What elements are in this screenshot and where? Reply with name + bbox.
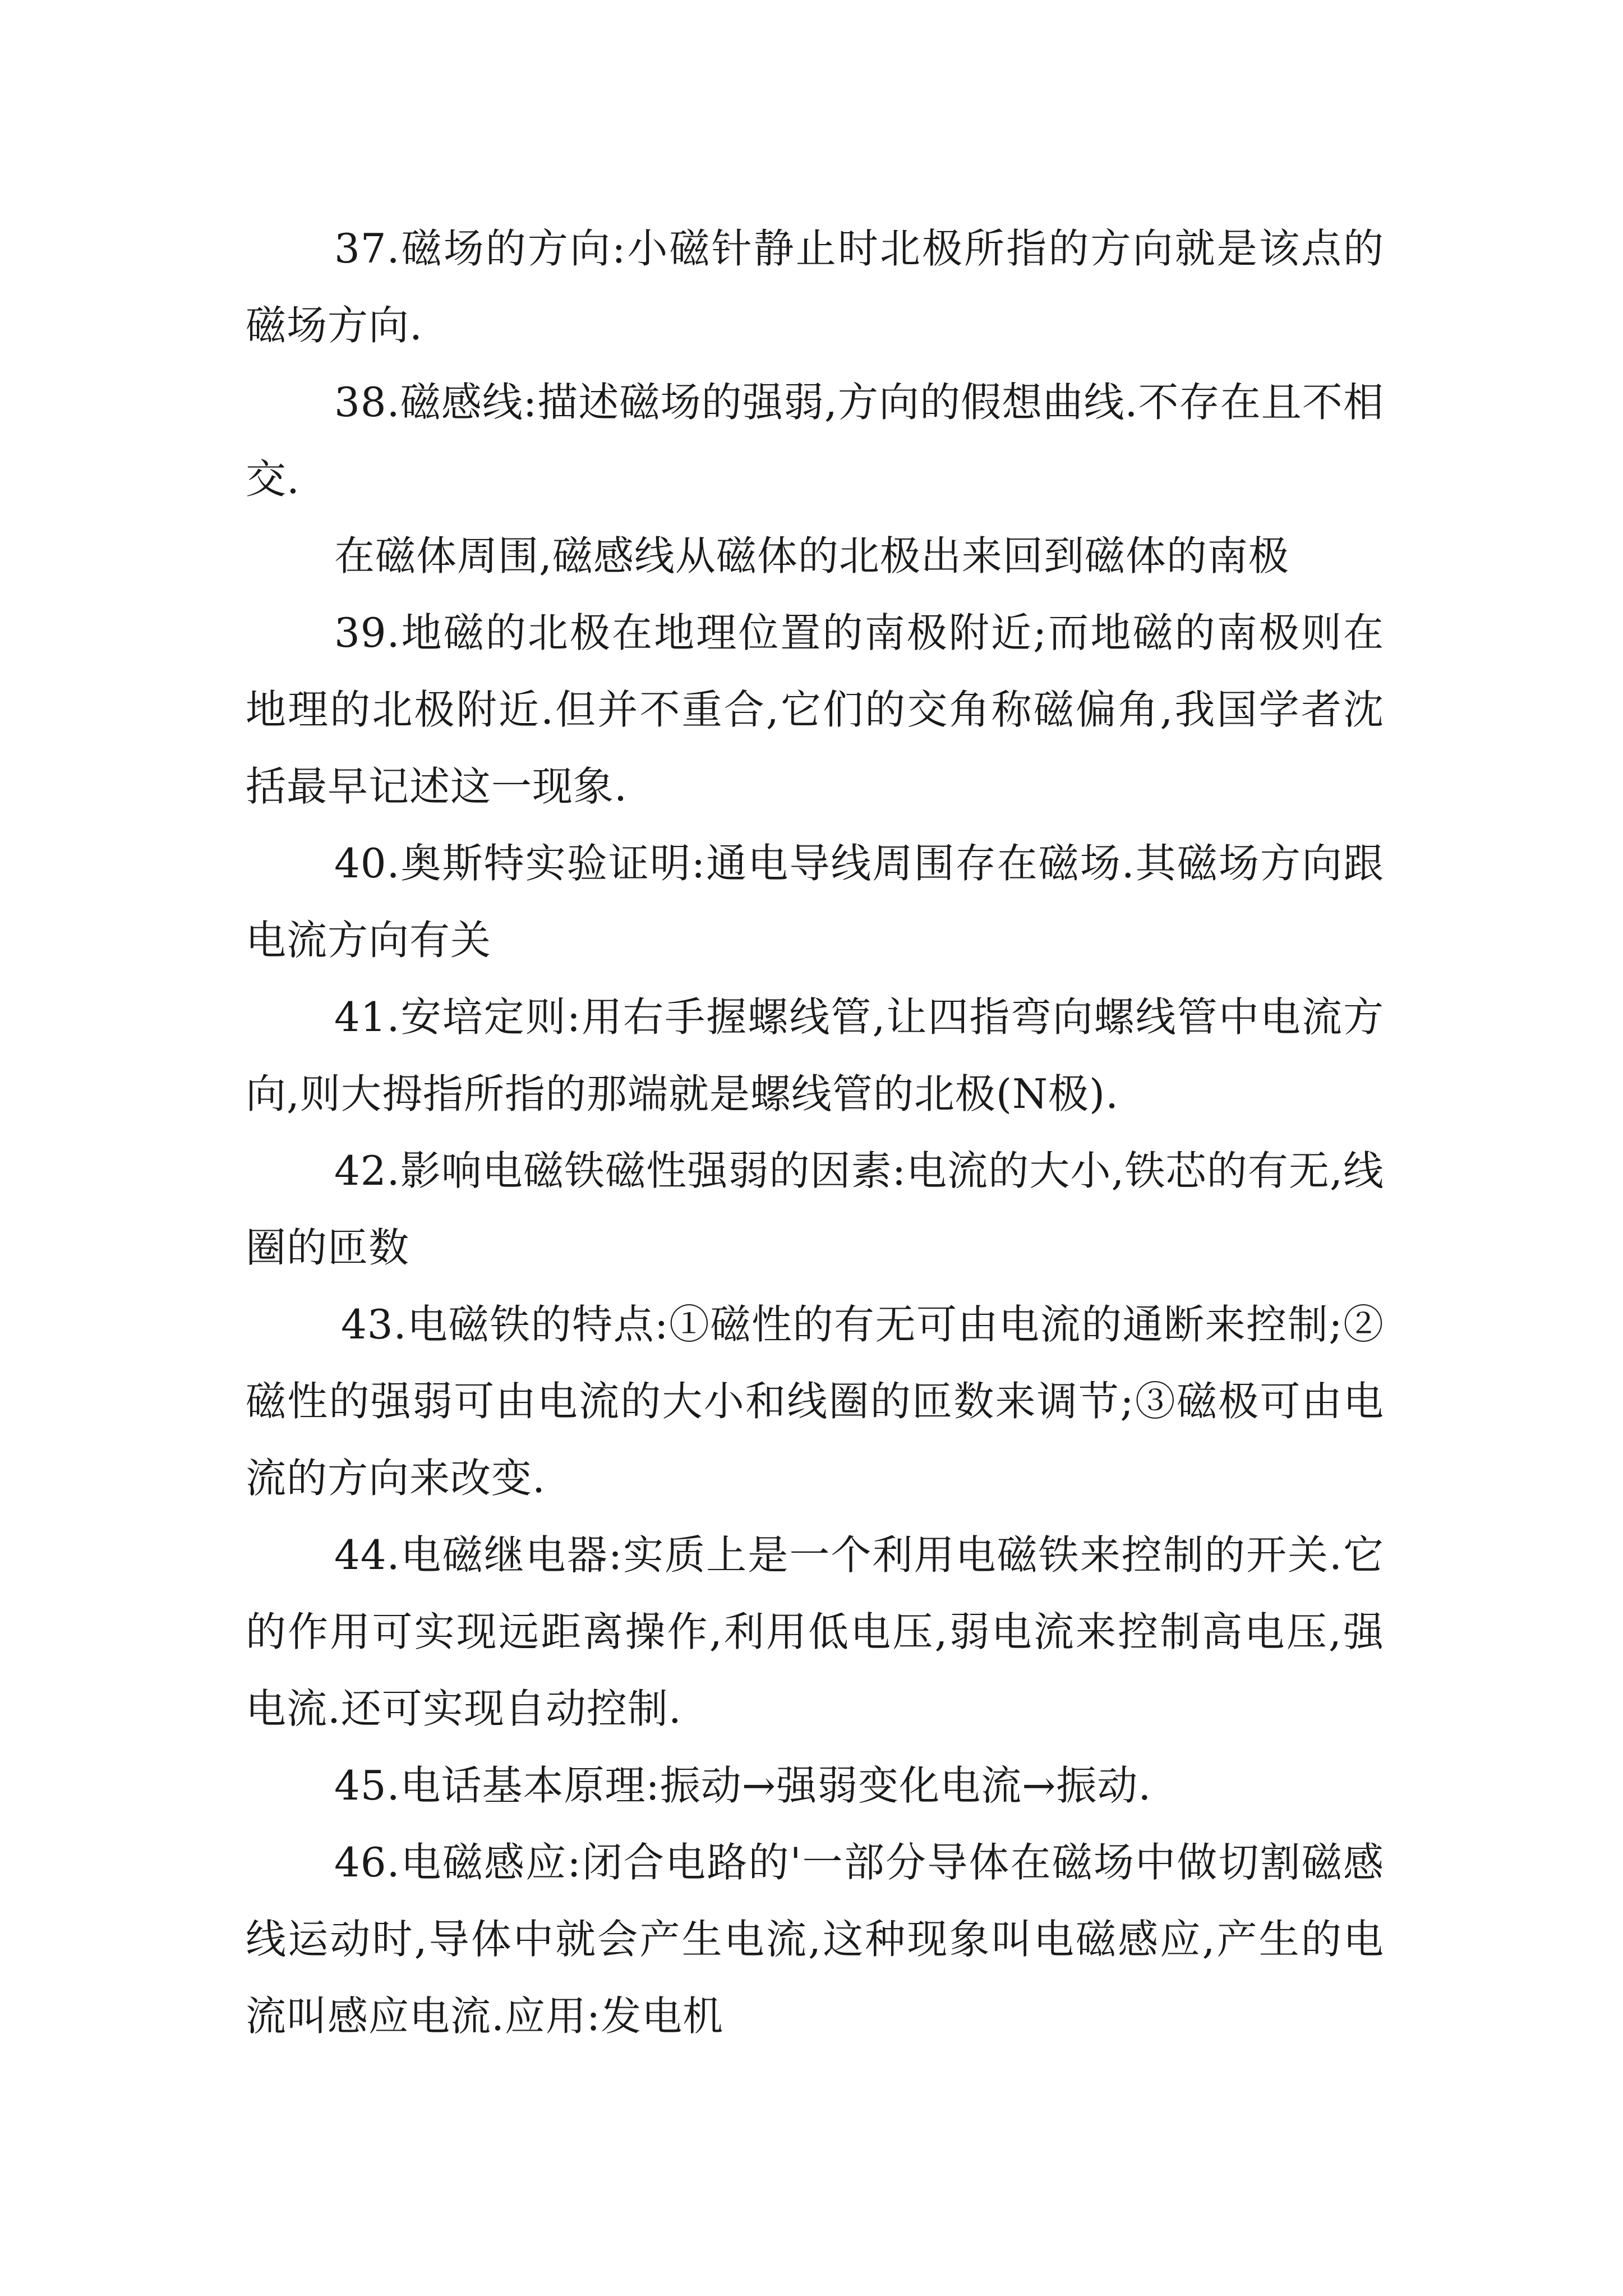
document-body (246, 210, 1384, 2055)
paragraph-39-geomagnetic-poles: 39.地磁的北极在地理位置的南极附近;而地磁的南极则在地理的北极附近.但并不重合,它们的交角称磁偏角,我国学者沈括最早记述这一现象. (246, 609, 1384, 810)
paragraph-41-ampere-rule: 41.安培定则:用右手握螺线管,让四指弯向螺线管中电流方向,则大拇指所指的那端就是螺线管的北极(N极). (246, 993, 1384, 1117)
paragraph-46-electromagnetic-induction: 46.电磁感应:闭合电路的'一部分导体在磁场中做切割磁感线运动时,导体中就会产生电流,这种现象叫电磁感应,产生的电流叫感应电流.应用:发电机 (246, 1839, 1384, 2040)
paragraph-37-magnetic-field-direction: 37.磁场的方向:小磁针静止时北极所指的方向就是该点的磁场方向. (246, 225, 1384, 349)
paragraph-40-oersted-experiment: 40.奥斯特实验证明:通电导线周围存在磁场.其磁场方向跟电流方向有关 (246, 840, 1384, 964)
paragraph-45-telephone-principle: 45.电话基本原理:振动→强弱变化电流→振动. (334, 1762, 1152, 1809)
paragraph-field-lines-note: 在磁体周围,磁感线从磁体的北极出来回到磁体的南极 (334, 532, 1289, 579)
paragraph-43-electromagnet-features: 43.电磁铁的特点:①磁性的有无可由电流的通断来控制;②磁性的强弱可由电流的大小和线圈的匝数来调节;③磁极可由电流的方向来改变. (246, 1301, 1384, 1502)
paragraph-44-electromagnetic-relay: 44.电磁继电器:实质上是一个利用电磁铁来控制的开关.它的作用可实现远距离操作,利用低电压,弱电流来控制高电压,强电流.还可实现自动控制. (246, 1531, 1384, 1732)
paragraph-42-electromagnet-factors: 42.影响电磁铁磁性强弱的因素:电流的大小,铁芯的有无,线圈的匝数 (246, 1147, 1384, 1271)
paragraph-38-magnetic-field-lines: 38.磁感线:描述磁场的强弱,方向的假想曲线.不存在且不相交. (246, 379, 1384, 503)
